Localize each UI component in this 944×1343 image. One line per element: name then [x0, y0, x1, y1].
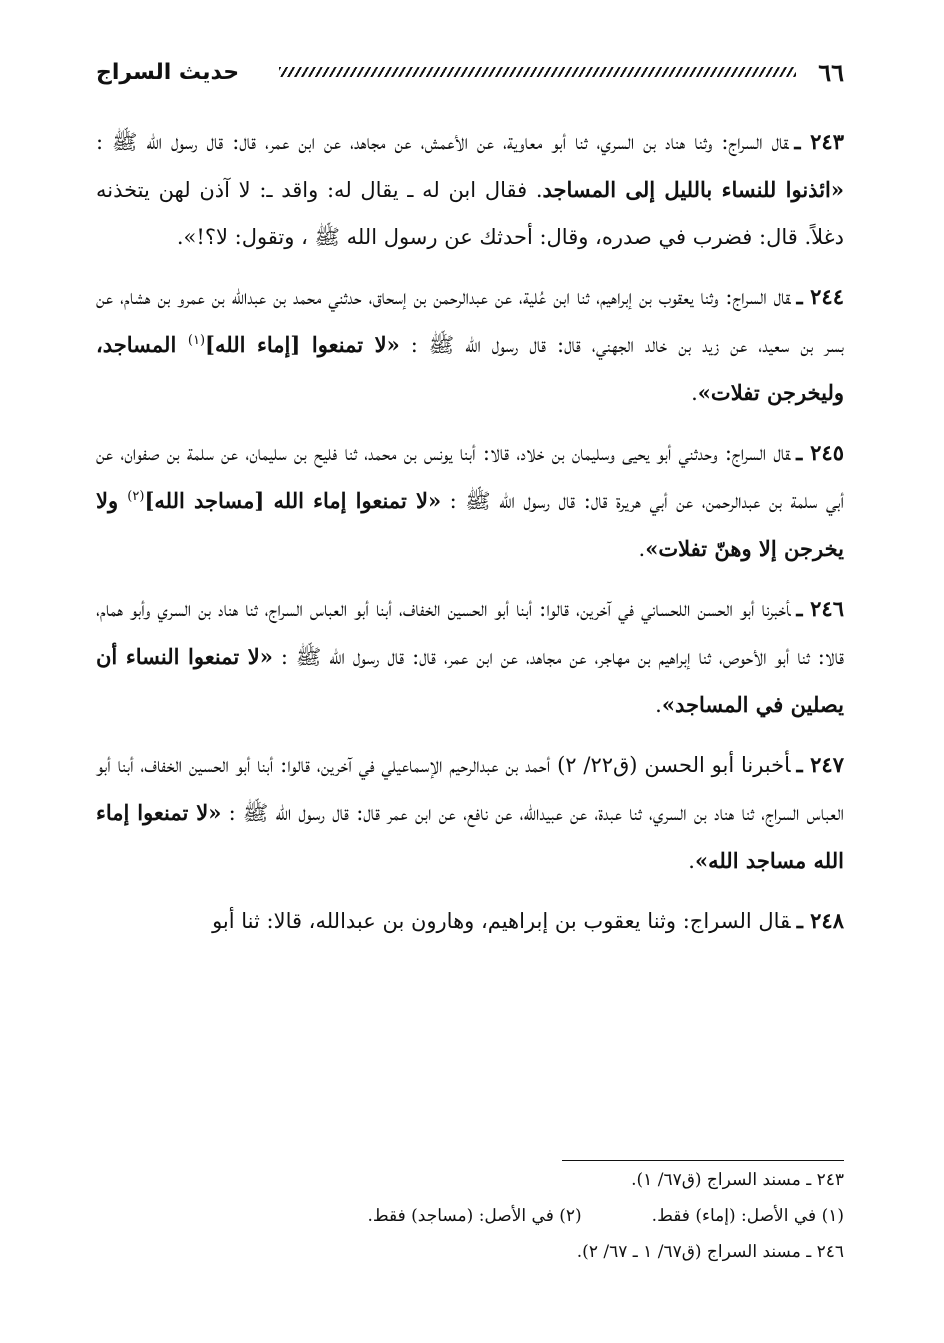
hadith-narration: أخبرنا أبو الحسن اللحساني في آخرين، قالوا: أبنا أبو الحسين الخفاف، أبنا أبو العباس السراج، ثنا هناد بن السري وأبو همام، قالا: ثنا أبو الأحوص، ثنا إبراهيم بن مهاجر، عن مجاهد، عن ابن عمر، قال: قال رسول الله ﷺ :: [96, 597, 844, 669]
hadith-narration: قال السراج: وثنا يعقوب بن إبراهيم، وهارون بن عبدالله، قالا: ثنا أبو: [212, 909, 791, 933]
hadith-tail: .: [638, 537, 646, 561]
hadith-matn-continued: المساجد، وليخرجن تفلات»: [96, 332, 844, 405]
footnotes: [96, 1162, 844, 1270]
hadith-matn-continued: ولا يخرجن إلا وهنّ تفلات»: [96, 488, 844, 561]
hadith-narration: أخبرنا أبو الحسن (ق٢٢/ ٢) أحمد بن عبدالرحيم الإسماعيلي في آخرين، قالوا: أبنا أبو الحسين الخفاف، أبنا أبو العباس السراج، ثنا هناد بن السري، ثنا عبدة، عن عبيدالله، عن نافع، عن ابن عمر قال: قال رسول الله ﷺ :: [96, 753, 844, 825]
hadith-246: [96, 585, 844, 729]
page-number: ٦٦: [818, 57, 844, 87]
hadith-matn: «لا تمنعوا إماء الله مساجد الله»: [96, 800, 844, 873]
footnote-source-246: ٢٤٦ ـ مسند السراج (ق٦٧/ ١ ـ ٦٧/ ٢).: [576, 1242, 844, 1262]
hadith-tail: . فقال ابن له ـ يقال له: واقد ـ: لا آذن لهن يتخذنه دغلاً. قال: فضرب في صدره، وقال: أحدثك عن رسول الله ﷺ ، وتقول: لا؟!».: [96, 178, 844, 249]
footnote-marker: (١): [187, 333, 206, 348]
footnote-row: [96, 1198, 844, 1234]
hadith-matn: «لا تمنعوا إماء الله [مساجد الله]: [144, 488, 442, 513]
hadith-244: [96, 273, 844, 417]
footnote-2: (٢) في الأصل: (مساجد) فقط.: [367, 1206, 582, 1226]
hadith-narration: قال السراج: وثنا هناد بن السري، ثنا أبو معاوية، عن الأعمش، عن مجاهد، عن ابن عمر، قال: قال رسول الله ﷺ :: [96, 130, 789, 154]
hadith-narration: قال السراج: وثنا يعقوب بن إبراهيم، ثنا ابن عُلية، عن عبدالرحمن بن إسحاق، حدثني محمد بن عبدالله بن عمرو بن هشام، عن بسر بن سعيد، عن زيد بن خالد الجهني، قال: قال رسول الله ﷺ :: [96, 285, 845, 357]
hadith-tail: .: [655, 693, 662, 717]
footnote-1: (١) في الأصل: (إماء) فقط.: [651, 1206, 844, 1226]
hadith-245: [96, 429, 844, 573]
hadith-248: [96, 897, 844, 945]
header-rule: [279, 67, 796, 77]
hadith-247: [96, 741, 844, 885]
hadith-number: ٢٤٣ ـ: [794, 129, 844, 154]
hadith-number: ٢٤٦ ـ: [796, 596, 844, 621]
main-text: [96, 118, 844, 945]
hadith-243: [96, 118, 844, 261]
footnote-marker: (٢): [127, 489, 145, 504]
hadith-matn: «لا تمنعوا النساء أن يصلين في المساجد»: [96, 644, 844, 717]
hadith-narration: قال السراج: وحدثني أبو يحيى وسليمان بن خلاد، قالا: أبنا يونس بن محمد، ثنا فليح بن سليمان، عن سلمة بن صفوان، عن أبي سلمة بن عبدالرحمن، عن أبي هريرة قال: قال رسول الله ﷺ :: [96, 441, 844, 513]
page-header: [96, 52, 844, 92]
footnote-divider: [562, 1160, 844, 1161]
hadith-number: ٢٤٧ ـ: [796, 752, 844, 777]
footnote-source-243: ٢٤٣ ـ مسند السراج (ق٦٧/ ١).: [631, 1170, 844, 1190]
hadith-number: ٢٤٤ ـ: [796, 284, 844, 309]
hadith-matn: «ائذنوا للنساء بالليل إلى المساجد: [542, 177, 844, 202]
hadith-number: ٢٤٨ ـ: [796, 908, 844, 933]
hadith-tail: .: [691, 381, 698, 405]
hadith-tail: .: [688, 849, 695, 873]
running-title: حديث السراج: [96, 59, 240, 85]
hadith-number: ٢٤٥ ـ: [796, 440, 844, 465]
hadith-matn: «لا تمنعوا [إماء الله]: [205, 332, 400, 357]
